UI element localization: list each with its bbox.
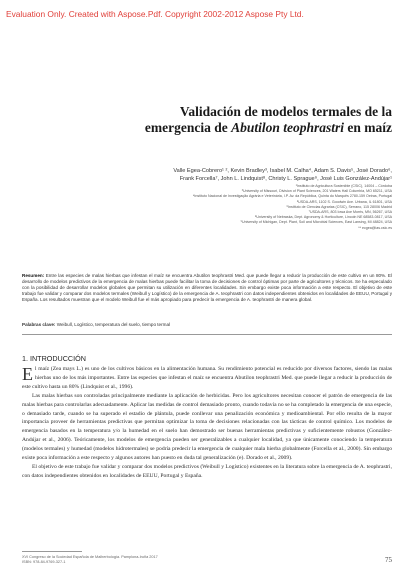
paragraph-2: Las malas hierbas son controladas principalmente mediante la aplicación de herbicidas. Pero los agricultores necesitan conocer el patrón de emergencia de las malas hierbas para controlarlas adecuadamente. Aplicar las medidas de control demasiado pronto, cuando todavía no se ha completado la emergencia de una especie, o demasiado tarde, cuando se ha superado el estadio de plántula, puede conllevar una penalización económica y medioambiental. Por ello resulta de la mayor importancia proveer de herramientas predictivas que permitan optimizar la toma de decisiones relacionadas con las tácticas de control químico. Los modelos de emergencia basados en la temperatura y/o la humedad en el suelo han demostrado ser buenas herramientas predictivas y suficientemente robustos (González-Andújar et al., 2006). Teóricamente, los modelos de emergencia pueden ser generalizables a cualquier localidad, ya que únicamente conociendo la temperatura (modelos termales) y humedad (modelos hidrotermales) se podría predecir la emergencia de cualquier mala hierba globalmente (Forcella et al., 2000). Sin embargo existe poca información a este respecto y algunos autores han puesto en duda tal generalización (e). Dorado et al., 2009).	[22, 392, 392, 462]
title-line-2-pre: emergencia de	[144, 120, 232, 135]
affiliation-5: ⁶Instituto de Ciencias Agrarias (CSIC), Serrano, 115 28006 Madrid	[286, 204, 392, 209]
authors-line-1: Valle Egea-Cobrero¹ ², Kevin Bradley³, Isabel M. Calha⁴, Adam S. Davis⁵, José Dorado⁶,	[173, 168, 392, 174]
affiliation-6: ⁷USDA-ARS, 803 Iowa Ave Morris, MN, 56267, USA	[308, 210, 392, 215]
keywords-label: Palabras clave:	[22, 322, 56, 327]
abstract-label: Resumen:	[22, 273, 45, 278]
author-list	[140, 168, 392, 183]
abstract	[22, 273, 392, 303]
section-heading: 1. INTRODUCCIÓN	[22, 354, 86, 363]
page-number: 75	[385, 556, 392, 564]
introduction-body	[22, 365, 392, 481]
keywords	[22, 322, 392, 328]
abstract-text: Entre las especies de malas hierbas que infestan el maíz se encuentra Abutilon teophrastri Med. que puede llegar a reducir la producción de este cultivo en un 80%. El desarrollo de modelos predictivos de la emergencia de malas hierbas puede facilitar la toma de decisiones de control óptimas por parte de agricultores y técnicos. Se ha especulado con la posibilidad de desarrollar modelos globales que permitan su utilización en diferentes localidades. Sin embargo existe poca información a este respecto. El objetivo de este trabajo fue validar y comparar dos modelos termales (Weibull y Logístico) de la emergencia de A. teophrastri con datos independientes obtenidos en localidades de EEUU, Portugal y España. Los resultados muestran que el modelo Weibull fue el más apropiado para predecir la emergencia de A. teophrastri de manera global.	[22, 273, 393, 303]
section-divider	[22, 334, 392, 335]
affiliation-2: ³University of Missouri, Division of Plant Sciences, 201 Waters Hall Columbia, MO 65211, USA	[241, 189, 392, 194]
footer-line-1: XVI Congreso de la Sociedad Española de Malherbología. Pamplona-Iruña 2017	[22, 555, 158, 559]
footer-line-2: ISBN: 978-84-9769-327-1	[22, 560, 66, 565]
paragraph-1	[22, 365, 392, 392]
title-line-1: Validación de modelos termales de la	[179, 104, 392, 119]
affiliation-1: ¹Instituto de Agricultura Sostenible (CSIC), 14004 – Córdoba	[295, 184, 392, 188]
paragraph-3: El objetivo de este trabajo fue validar y comparar dos modelos predictivos (Weibull y Logístico) existentes en la literatura sobre la emergencia de A. teophrastri, con datos independientes obtenidos en localidades de EEUU, Portugal y España.	[22, 463, 392, 479]
paper-title	[110, 104, 392, 136]
affiliation-8: ⁹University of Michigan, Dept. Plant, Soil and Microbial Sciences, East Lansing, MI 48824, USA	[240, 220, 392, 225]
footer-rule	[22, 551, 82, 552]
paragraph-1-text: l maíz (Zea mays L.) es uno de los cultivos básicos en la alimentación humana. Su rendimiento potencial es reducido por diversos factores, siendo las malas hierbas uno de los más importantes. Entre las especies que infestan el maíz se encuentra Abutilon teophrastri Med. que puede llegar a reducir la producción de este cultivo hasta un 80% (Lindquist et al., 1996).	[22, 366, 392, 390]
title-species: Abutilon teophrastri	[231, 120, 344, 135]
affiliation-email: ** ecgea@ias.csic.es	[358, 225, 392, 230]
drop-cap: E	[22, 364, 33, 384]
affiliation-7: ⁸University of Nebraska, Dept. Agronomy & Horticulture, Lincoln NE 68583-0817, USA	[254, 215, 392, 220]
title-line-2-post: en maíz	[344, 120, 392, 135]
title-line-2	[110, 120, 392, 136]
affiliation-3: ⁴Instituto Nacional de Investigação Agrária e Veterinária, I.P. Av. da República, Quinta do Marquês 2780-159 Oeiras, Portugal	[192, 194, 392, 199]
footer-note	[22, 555, 158, 565]
evaluation-watermark: Evaluation Only. Created with Aspose.Pdf. Copyright 2002-2012 Aspose Pty Ltd.	[6, 9, 304, 19]
keywords-text: Weibull, Logístico, temperatura del suelo, tiempo termal	[56, 322, 171, 327]
affiliation-4: ⁵USDA-ARS, 1102 S. Goodwin Ave. Urbana, IL 61801, USA	[296, 199, 392, 204]
authors-line-2: Frank Forcella⁷, John L. Lindquist⁸, Christy L. Sprague⁹, José Luis González-Andújar¹	[179, 175, 392, 182]
affiliations	[140, 184, 392, 231]
